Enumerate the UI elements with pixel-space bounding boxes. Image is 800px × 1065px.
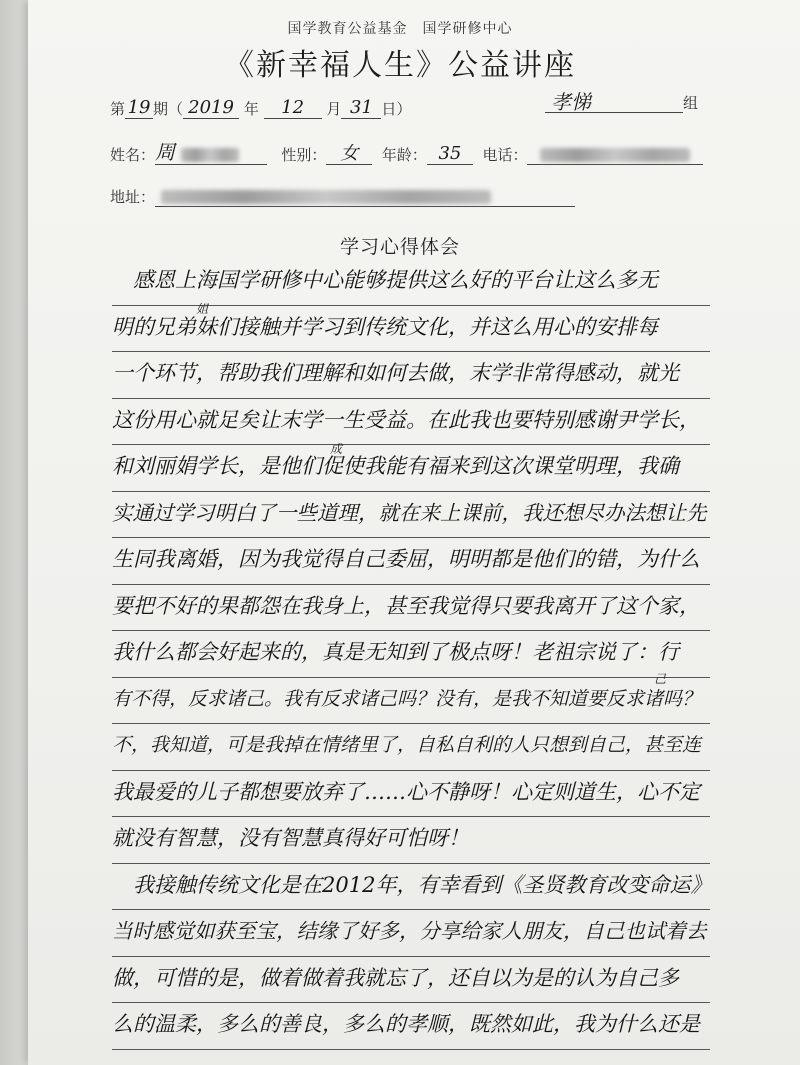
text-line: 么的温柔，多么的善良，多么的孝顺，既然如此，我为什么还是 <box>112 1002 710 1050</box>
text-line: 我接触传统文化是在2012年，有幸看到《圣贤教育改变命运》 <box>112 863 710 911</box>
redacted-address <box>161 190 491 204</box>
text-line: 实通过学习明白了一些道理，就在来上课前，我还想尽办法想让先 <box>112 491 710 539</box>
text-line: 不，我知道，可是我掉在情绪里了，自私自利的人只想到自己，甚至连 <box>112 723 710 771</box>
month-value: 12 <box>264 98 322 119</box>
group-label: 组 <box>683 94 699 112</box>
issue-prefix: 第 <box>110 100 126 118</box>
gender-label: 性别： <box>281 146 327 164</box>
name-value: 周 <box>155 140 176 164</box>
text-line: 做，可惜的是，做着做着我就忘了，还自以为是的认为自己多 <box>112 956 710 1004</box>
redacted-name <box>181 148 239 162</box>
page-title: 《新幸福人生》公益讲座 <box>224 48 576 83</box>
group-row <box>545 92 698 113</box>
text-line: 和刘丽娟学长，是他们促使我能有福来到这次课堂明理，我确 <box>112 444 710 492</box>
day-label: 日） <box>381 100 412 118</box>
text-line: 有不得，反求诸己。我有反求诸己吗？没有，是我不知道要反求诸吗？ <box>112 677 710 725</box>
day-value: 31 <box>341 98 381 119</box>
phone-field <box>527 144 703 165</box>
personal-info-row <box>110 142 703 165</box>
text-line: 明的兄弟妹们接触并学习到传统文化，并这么用心的安排每 <box>112 305 710 353</box>
issue-label: 期（ <box>153 100 184 118</box>
year-label: 年 <box>243 100 259 118</box>
name-field <box>155 142 267 165</box>
issue-date-row <box>110 98 411 119</box>
phone-label: 电话： <box>482 146 528 164</box>
age-label: 年龄： <box>381 146 427 164</box>
redacted-phone <box>540 148 690 162</box>
address-row <box>110 186 575 207</box>
text-line: 一个环节，帮助我们理解和如何去做，末学非常得感动，就光 <box>112 351 710 399</box>
insertion-mark: 成 <box>330 442 343 456</box>
text-line: 就没有智慧，没有智慧真得好可怕呀！ <box>112 816 710 864</box>
group-value: 孝悌 <box>545 92 683 113</box>
section-title: 学习心得体会 <box>339 236 460 258</box>
text-line: 这份用心就足矣让末学一生受益。在此我也要特别感谢尹学长， <box>112 398 710 446</box>
insertion-mark: 姐 <box>196 302 209 316</box>
address-field <box>155 186 575 207</box>
age-value: 35 <box>427 144 473 165</box>
name-label: 姓名： <box>110 146 156 164</box>
text-line: 我什么都会好起来的，真是无知到了极点呀！老祖宗说了：行 <box>112 630 710 678</box>
address-label: 地址： <box>110 188 156 206</box>
text-line: 当时感觉如获至宝，结缘了好多，分享给家人朋友，自己也试着去 <box>112 909 710 957</box>
gender-value: 女 <box>326 144 372 165</box>
year-value: 2019 <box>183 98 239 119</box>
organization-header: 国学教育公益基金 国学研修中心 <box>287 21 513 37</box>
issue-number: 19 <box>125 98 153 119</box>
text-line: 我最爱的儿子都想要放弃了……心不静呀！心定则道生，心不定 <box>112 770 710 818</box>
insertion-mark: 己 <box>654 672 667 686</box>
month-label: 月 <box>326 100 342 118</box>
text-line: 要把不好的果都怨在我身上，甚至我觉得只要我离开了这个家， <box>112 584 710 632</box>
text-line: 生同我离婚，因为我觉得自己委屈，明明都是他们的错，为什么 <box>112 537 710 585</box>
text-line: 感恩上海国学研修中心能够提供这么好的平台让这么多无 <box>112 258 710 306</box>
